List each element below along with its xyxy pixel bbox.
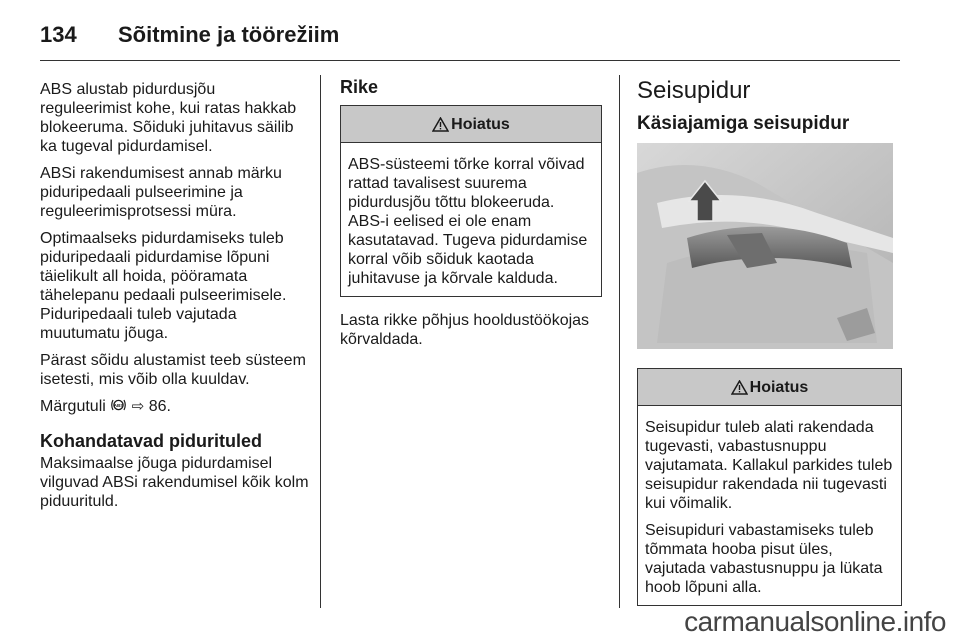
paragraph: Maksimaalse jõuga pidurdamisel vilguvad ABSi rakendumisel kõik kolm piduurituld. — [40, 455, 309, 510]
warning-light-reference — [40, 397, 310, 416]
svg-text:ABS: ABS — [114, 403, 124, 408]
column-seisupidur — [637, 78, 902, 620]
page-reference-arrow-icon: ⇨ — [131, 398, 145, 415]
abs-icon — [110, 398, 127, 412]
handbrake-photo — [637, 143, 893, 349]
warning-light-label: Märgutuli — [40, 398, 106, 415]
warning-title: Hoiatus — [749, 378, 809, 396]
watermark: carmanualsonline.info — [684, 606, 946, 637]
paragraph: ABS alustab pidurdusjõu reguleerimist kohe, kui ratas hakkab blokeeruma. Sõiduki juhitavus säilib ka tugeval pidurdamisel. — [40, 81, 297, 155]
warning-box — [340, 105, 602, 297]
warning-text: Seisupiduri vabastamiseks tuleb tõmmata hooba pisut üles, vajutada vabastusnuppu ja lükata hoob lõpuni alla. — [645, 522, 883, 596]
paragraph: Lasta rikke põhjus hooldustöökojas kõrvaldada. — [340, 312, 590, 348]
column-abs — [40, 80, 310, 519]
warning-box — [637, 368, 902, 606]
warning-box-body — [638, 406, 901, 605]
section-heading-main: Seisupidur — [637, 77, 751, 104]
page-number: 134 — [40, 22, 77, 47]
section-heading: Kohandatavad pidurituled — [40, 431, 263, 451]
paragraph: ABSi rakendumisest annab märku piduripedaali pulseerimine ja reguleerimisprotsessi müra. — [40, 165, 282, 220]
warning-text: Seisupidur tuleb alati rakendada tugevasti, vabastusnuppu vajutamata. Kallakul parkides tuleb seisupidur rakendada nii tugevasti kui võimalik. — [645, 419, 893, 512]
warning-title: Hoiatus — [451, 115, 510, 133]
warning-text: ABS-süsteemi tõrke korral võivad rattad tavalisest suurema pidurdusjõu tõttu blokeeruda. ABS-i eelised ei ole enam kasutatavad. Tugeva pidurdamise korral võib sõiduk kaotada juhitavuse ja kõrvale kalduda. — [348, 156, 588, 287]
column-divider-2 — [619, 75, 620, 608]
warning-box-header — [341, 106, 601, 143]
page-reference[interactable]: 86. — [148, 398, 171, 415]
section-subheading: Käsiajamiga seisupidur — [637, 113, 850, 134]
column-rike — [340, 78, 602, 357]
section-heading: Rike — [340, 77, 379, 97]
column-divider-1 — [320, 75, 321, 608]
warning-box-header — [638, 369, 901, 406]
warning-box-body — [341, 143, 601, 296]
warning-triangle-icon — [731, 380, 748, 395]
page-header — [40, 10, 920, 50]
warning-triangle-icon — [432, 117, 449, 132]
page-title: Sõitmine ja töörežiim — [118, 22, 340, 47]
paragraph: Optimaalseks pidurdamiseks tuleb piduripedaali pidurdamise lõpuni täielikult all hoida, pööramata tähelepanu pedaali pulseerimisele. Piduripedaali tuleb vajutada muutumatu jõuga. — [40, 230, 287, 342]
header-rule — [40, 60, 900, 61]
paragraph: Pärast sõidu alustamist teeb süsteem isetesti, mis võib olla kuuldav. — [40, 352, 306, 388]
